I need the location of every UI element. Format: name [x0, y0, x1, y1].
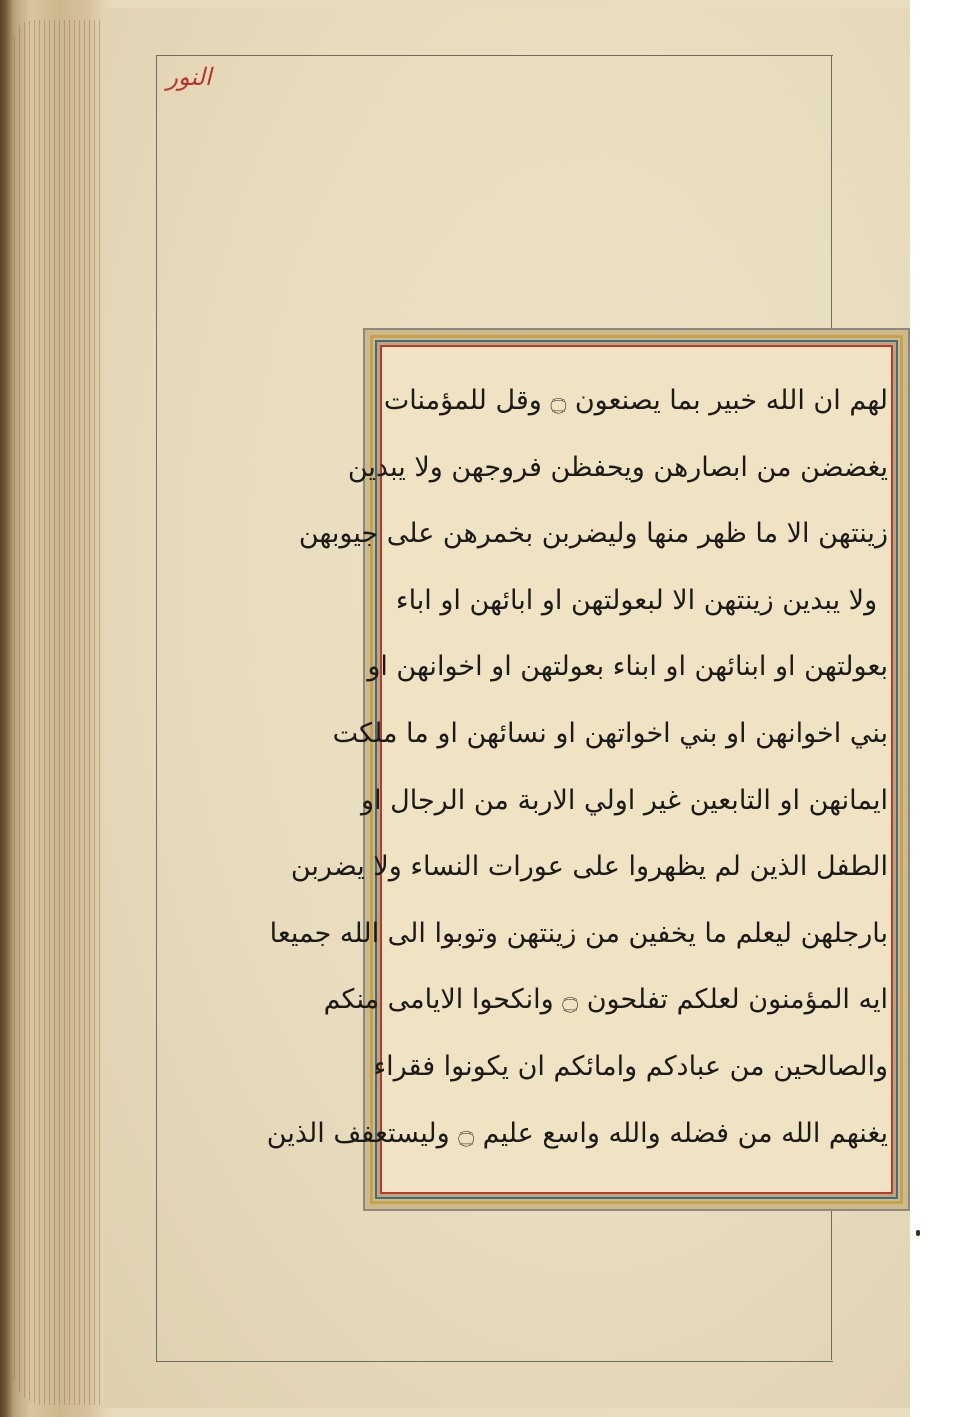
text-line: بارجلهن ليعلم ما يخفين من زينتهن وتوبوا الى الله جميعا	[269, 917, 888, 949]
text-lines	[266, 368, 888, 1168]
text-panel	[266, 328, 910, 1211]
page-edges	[14, 20, 106, 1405]
text-line: يغنهم الله من فضله والله واسع عليم ۝ وليستعفف الذين	[266, 1117, 888, 1149]
text-line: لهم ان الله خبير بما يصنعون ۝ وقل للمؤمنات	[383, 385, 888, 416]
text-line: بعولتهن او ابنائهن او ابناء بعولتهن او اخوانهن او	[367, 651, 888, 683]
text-line: بني اخوانهن او بني اخواتهن او نسائهن او ما ملكت	[332, 717, 888, 749]
text-line: ايمانهن او التابعين غير اولي الاربة من الرجال او	[361, 784, 888, 816]
text-line: والصالحين من عبادكم وامائكم ان يكونوا فقراء	[373, 1050, 888, 1082]
text-line: ولا يبدين زينتهن الا لبعولتهن او ابائهن او اباء	[395, 584, 878, 616]
text-line: يغضضن من ابصارهن ويحفظن فروجهن ولا يبدين	[347, 451, 888, 483]
sura-title: النور	[166, 63, 212, 91]
margin-mark	[916, 1230, 920, 1236]
text-line: الطفل الذين لم يظهروا على عورات النساء ولا يضربن	[290, 851, 888, 883]
text-line: ايه المؤمنون لعلكم تفلحون ۝ وانكحوا الايامى منكم	[323, 984, 888, 1016]
text-line: زينتهن الا ما ظهر منها وليضربن بخمرهن على جيوبهن	[298, 518, 888, 550]
